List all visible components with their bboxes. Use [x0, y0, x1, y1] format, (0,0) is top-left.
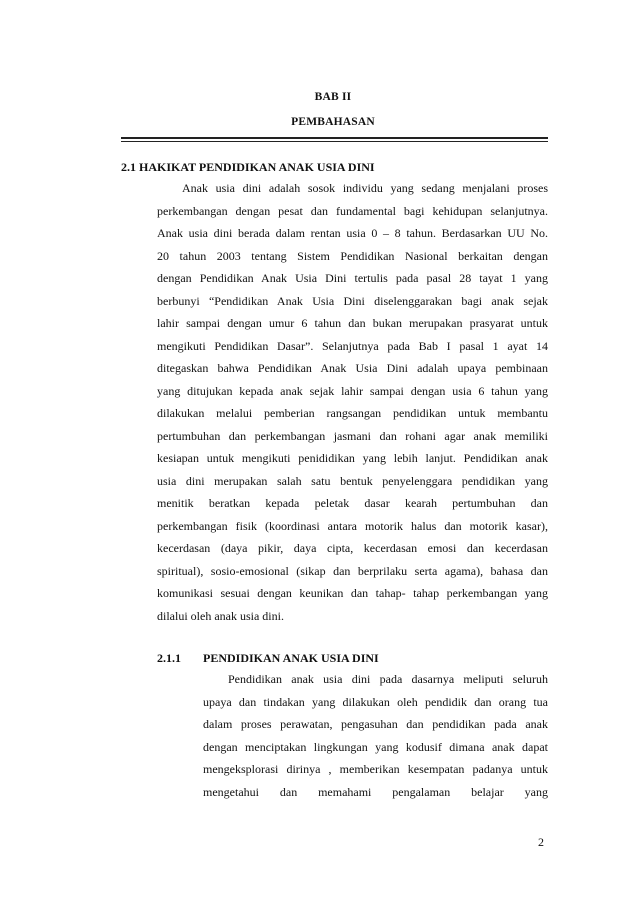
paragraph-line: kesiapan untuk mengikuti penididikan yang lebih lanjut. Pendidikan anak — [157, 451, 548, 465]
chapter-number: BAB II — [314, 91, 352, 103]
paragraph-line: lahir sampai dengan umur 6 tahun dan bukan merupakan prasyarat untuk — [157, 316, 548, 330]
section-heading: 2.1 HAKIKAT PENDIDIKAN ANAK USIA DINI — [121, 160, 375, 174]
paragraph-line: komunikasi sesuai dengan keunikan dan tahap- tahap perkembangan yang — [157, 586, 548, 600]
chapter-title: PEMBAHASAN — [291, 116, 375, 128]
paragraph-line: mengikuti Pendidikan Dasar”. Selanjutnya pada Bab I pasal 1 ayat 14 — [157, 338, 548, 353]
section-paragraph — [157, 177, 548, 627]
paragraph-line: dilakukan melalui pemberian rangsangan pendidikan untuk membantu — [157, 406, 548, 420]
subsection-paragraph — [203, 668, 548, 803]
paragraph-line: mengetahui dan memahami pengalaman belajar yang — [203, 784, 548, 799]
paragraph-line: Anak usia dini adalah sosok individu yang sedang menjalani proses — [182, 181, 548, 195]
subsection-title: PENDIDIKAN ANAK USIA DINI — [203, 651, 379, 665]
paragraph-line: Pendidikan anak usia dini pada dasarnya meliputi seluruh — [228, 672, 548, 686]
paragraph-line: kecerdasan (daya pikir, daya cipta, kecerdasan emosi dan kecerdasan — [157, 541, 548, 555]
paragraph-line: pertumbuhan dan perkembangan jasmani dan rohani agar anak memiliki — [157, 428, 548, 443]
paragraph-line: 20 tahun 2003 tentang Sistem Pendidikan Nasional berkaitan dengan — [157, 248, 548, 263]
paragraph-line: ditegaskan bahwa Pendidikan Anak Usia Dini adalah upaya pembinaan — [157, 361, 548, 375]
paragraph-line: perkembangan dengan pesat dan fundamental bagi kehidupan selanjutnya. — [157, 203, 548, 218]
paragraph-line: berbunyi “Pendidikan Anak Usia Dini diselenggarakan bagi anak sejak — [157, 293, 548, 308]
paragraph-line: perkembangan fisik (koordinasi antara motorik halus dan motorik kasar), — [157, 518, 548, 533]
paragraph-line: yang ditujukan kepada anak sejak lahir sampai dengan usia 6 tahun yang — [157, 383, 548, 398]
paragraph-line: spiritual), sosio-emosional (sikap dan berprilaku serta agama), bahasa dan — [157, 563, 548, 578]
paragraph-line: dalam proses perawatan, pengasuhan dan pendidikan pada anak — [203, 717, 548, 731]
paragraph-line: usia dini merupakan salah satu bentuk penyelenggara pendidikan yang — [157, 473, 548, 488]
subsection-number: 2.1.1 — [157, 651, 181, 665]
paragraph-line: dengan menciptakan lingkungan yang kodusif dimana anak dapat — [203, 739, 548, 754]
paragraph-line: dengan Pendidikan Anak Usia Dini tertulis pada pasal 28 tayat 1 yang — [157, 271, 548, 285]
paragraph-line: dilalui oleh anak usia dini. — [157, 608, 284, 623]
title-rule-thin — [121, 141, 548, 142]
title-rule-thick — [121, 137, 548, 139]
page-number: 2 — [538, 835, 544, 849]
paragraph-line: mengeksplorasi dirinya , memberikan kesempatan padanya untuk — [203, 762, 548, 776]
paragraph-line: menitik beratkan kepada peletak dasar kearah pertumbuhan dan — [157, 496, 548, 510]
paragraph-line: upaya dan tindakan yang dilakukan oleh pendidik dan orang tua — [203, 694, 548, 709]
paragraph-line: Anak usia dini berada dalam rentan usia 0 – 8 tahun. Berdasarkan UU No. — [157, 226, 548, 240]
